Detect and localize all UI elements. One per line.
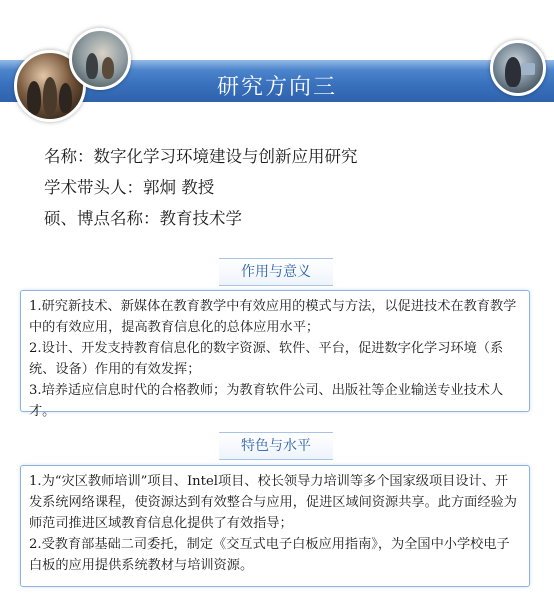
features-box — [20, 465, 530, 587]
degree-line: 硕、博点名称：教育技术学 — [44, 209, 242, 228]
photo-figure — [59, 83, 72, 113]
classroom-photo-image — [69, 28, 131, 90]
page-title: 研究方向三 — [216, 75, 337, 100]
section-label-significance: 作用与意义 — [219, 258, 333, 286]
info-block — [44, 141, 358, 234]
paragraph: 1.为“灾区教师培训”项目、Intel项目、校长领导力培训等多个国家级项目设计、开发系统网络课程，使资源达到有效整合与应用，促进区域间资源共享。此方面经验为师范司推进区域教育信息化提供了有效指导； — [29, 474, 517, 531]
paragraph: 3.培养适应信息时代的合格教师；为教育软件公司、出版社等企业输送专业技术人才。 — [29, 383, 504, 419]
photo-figure — [521, 63, 535, 75]
significance-box — [20, 290, 530, 419]
photo-figure — [102, 57, 114, 79]
photo-figure — [86, 53, 98, 79]
name-line: 名称：数字化学习环境建设与创新应用研究 — [44, 147, 358, 166]
photo-figure — [43, 77, 57, 115]
computer-user-photo-image — [490, 40, 546, 96]
paragraph: 2.受教育部基础二司委托，制定《交互式电子白板应用指南》，为全国中小学校电子白板的应用提供系统教材与培训资源。 — [29, 537, 510, 573]
photo-figure — [27, 81, 41, 115]
paragraph: 1.研究新技术、新媒体在教育教学中有效应用的模式与方法，以促进技术在教育教学中的有效应用，提高教育信息化的总体应用水平； — [29, 299, 517, 335]
photo-figure — [505, 57, 521, 87]
paragraph: 2.设计、开发支持教育信息化的数字资源、软件、平台，促进数字化学习环境（系统、设备）作用的有效发挥； — [29, 341, 504, 377]
leader-line: 学术带头人：郭炯 教授 — [44, 178, 215, 197]
section-label-features: 特色与水平 — [219, 432, 333, 460]
